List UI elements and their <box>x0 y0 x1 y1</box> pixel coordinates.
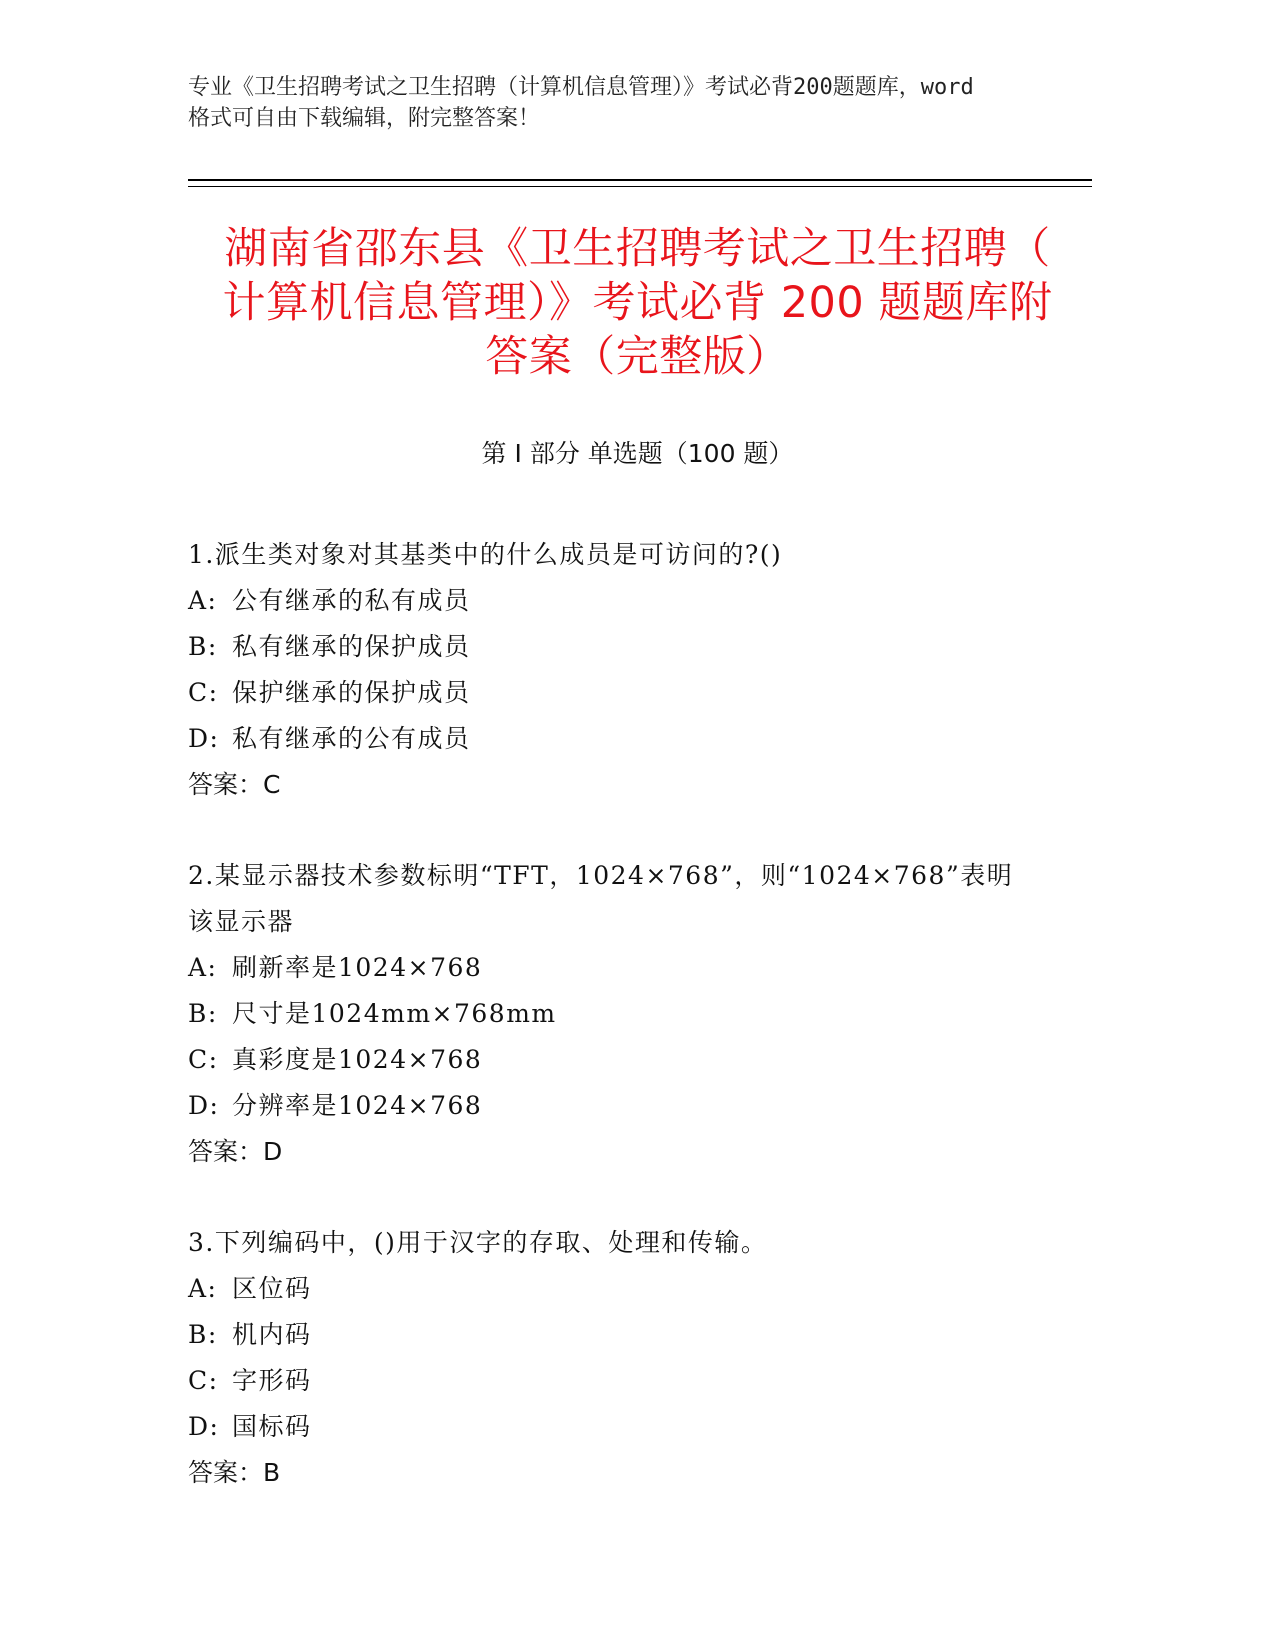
header-note-line: 专业《卫生招聘考试之卫生招聘（计算机信息管理）》考试必背200题题库，word <box>188 75 974 100</box>
option-key: D: <box>188 1091 220 1120</box>
question-list <box>188 532 1088 1541</box>
header-note-line: 格式可自由下载编辑，附完整答案！ <box>188 106 541 131</box>
answer-line: 答案：B <box>188 1458 281 1487</box>
option-a <box>188 1266 1088 1312</box>
title-line: 湖南省邵东县《卫生招聘考试之卫生招聘（ <box>224 224 1051 274</box>
option-a <box>188 578 1088 624</box>
option-d <box>188 1083 1088 1129</box>
header-divider-thick <box>188 179 1092 181</box>
answer-line: 答案：C <box>188 770 281 799</box>
option-text: 国标码 <box>232 1412 312 1441</box>
question-1 <box>188 532 1088 808</box>
option-text: 分辨率是1024×768 <box>232 1091 483 1120</box>
title-line: 答案（完整版） <box>485 332 790 382</box>
question-stem: 2.某显示器技术参数标明“TFT，1024×768”，则“1024×768”表明 <box>188 861 1014 890</box>
option-key: B: <box>188 1320 218 1349</box>
option-c <box>188 670 1088 716</box>
header-divider-thin <box>188 186 1092 187</box>
answer-line: 答案：D <box>188 1137 283 1166</box>
option-key: A: <box>188 1274 218 1303</box>
option-text: 区位码 <box>232 1274 312 1303</box>
header-note <box>188 72 1088 134</box>
option-d <box>188 716 1088 762</box>
option-key: D: <box>188 1412 220 1441</box>
option-text: 刷新率是1024×768 <box>232 953 483 982</box>
question-stem: 3.下列编码中，()用于汉字的存取、处理和传输。 <box>188 1228 768 1257</box>
question-stem-continued: 该显示器 <box>188 907 295 936</box>
option-key: D: <box>188 724 220 753</box>
option-key: C: <box>188 678 219 707</box>
option-text: 真彩度是1024×768 <box>232 1045 483 1074</box>
title-line: 计算机信息管理）》考试必背 200 题题库附 <box>222 278 1053 328</box>
document-title <box>150 222 1125 384</box>
option-text: 私有继承的保护成员 <box>232 632 471 661</box>
question-stem: 1.派生类对象对其基类中的什么成员是可访问的?() <box>188 540 783 569</box>
option-text: 字形码 <box>232 1366 312 1395</box>
option-key: B: <box>188 999 218 1028</box>
option-text: 公有继承的私有成员 <box>232 586 471 615</box>
question-2 <box>188 853 1088 1175</box>
option-key: A: <box>188 953 218 982</box>
option-text: 尺寸是1024mm×768mm <box>232 999 557 1028</box>
option-c <box>188 1037 1088 1083</box>
option-text: 私有继承的公有成员 <box>232 724 471 753</box>
option-a <box>188 945 1088 991</box>
option-b <box>188 1312 1088 1358</box>
option-key: C: <box>188 1366 219 1395</box>
option-text: 机内码 <box>232 1320 312 1349</box>
option-key: B: <box>188 632 218 661</box>
section-heading: 第 I 部分 单选题（100 题） <box>481 439 794 468</box>
option-d <box>188 1404 1088 1450</box>
option-b <box>188 991 1088 1037</box>
question-3 <box>188 1220 1088 1496</box>
option-key: A: <box>188 586 218 615</box>
option-key: C: <box>188 1045 219 1074</box>
option-text: 保护继承的保护成员 <box>232 678 471 707</box>
option-b <box>188 624 1088 670</box>
option-c <box>188 1358 1088 1404</box>
